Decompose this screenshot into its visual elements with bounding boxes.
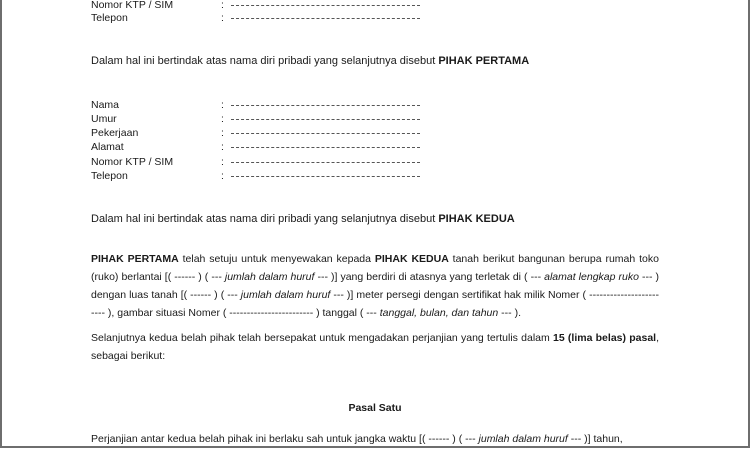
paragraph-pasal-satu: Perjanjian antar kedua belah pihak ini berlaku sah untuk jangka waktu [( ------ ) ( --- jumlah dalam huruf --- )] tahun, — [91, 433, 623, 445]
party2-ktp-blank — [231, 162, 420, 163]
party1-ktp-colon: : — [221, 0, 224, 11]
party1-ktp-label: Nomor KTP / SIM — [91, 0, 174, 11]
party2-phone-blank — [231, 176, 420, 177]
party2-phone-label: Telepon — [91, 170, 128, 182]
party2-age-label: Umur — [91, 113, 117, 125]
party2-ktp-label: Nomor KTP / SIM — [91, 156, 174, 168]
party2-age-blank — [231, 119, 420, 120]
party2-name-blank — [231, 105, 420, 106]
party1-ktp-blank — [231, 5, 420, 6]
party2-job-label: Pekerjaan — [91, 127, 139, 139]
paragraph-agreement: PIHAK PERTAMA telah setuju untuk menyewakan kepada PIHAK KEDUA tanah berikut bangunan berupa rumah toko (ruko) berlantai [( ------ ) ( --- jumlah dalam huruf --- )] yang berdiri di atasnya yang terletak di ( --- alamat lengkap ruko --- ) dengan luas tanah [( ------ ) ( --- jumlah dalam huruf --- )] meter persegi dengan sertifikat hak milik Nomer ( ------------------------ ), gambar situasi Nomer ( ------------------------ ) tanggal ( --- tanggal, bulan, dan tahun --- ). — [91, 253, 660, 319]
party1-phone-label: Telepon — [91, 12, 128, 24]
party2-job-colon: : — [221, 127, 224, 139]
party2-job-blank — [231, 133, 420, 134]
party2-address-label: Alamat — [91, 141, 124, 153]
statement-pihak-kedua: Dalam hal ini bertindak atas nama diri pribadi yang selanjutnya disebut PIHAK KEDUA — [91, 213, 515, 225]
party2-age-colon: : — [221, 113, 224, 125]
pasal-title: Pasal Satu — [348, 402, 402, 414]
party2-ktp-colon: : — [221, 156, 224, 168]
paragraph-pasal-count: Selanjutnya kedua belah pihak telah bersepakat untuk mengadakan perjanjian yang tertulis dalam 15 (lima belas) pasal, sebagai berikut: — [91, 332, 659, 362]
party1-phone-blank — [231, 18, 420, 19]
party2-phone-colon: : — [221, 170, 224, 182]
statement-pihak-pertama: Dalam hal ini bertindak atas nama diri pribadi yang selanjutnya disebut PIHAK PERTAMA — [91, 55, 530, 67]
party1-phone-colon: : — [221, 12, 224, 24]
party2-name-colon: : — [221, 99, 224, 111]
party2-address-blank — [231, 147, 420, 148]
party2-address-colon: : — [221, 141, 224, 153]
party2-name-label: Nama — [91, 99, 120, 111]
